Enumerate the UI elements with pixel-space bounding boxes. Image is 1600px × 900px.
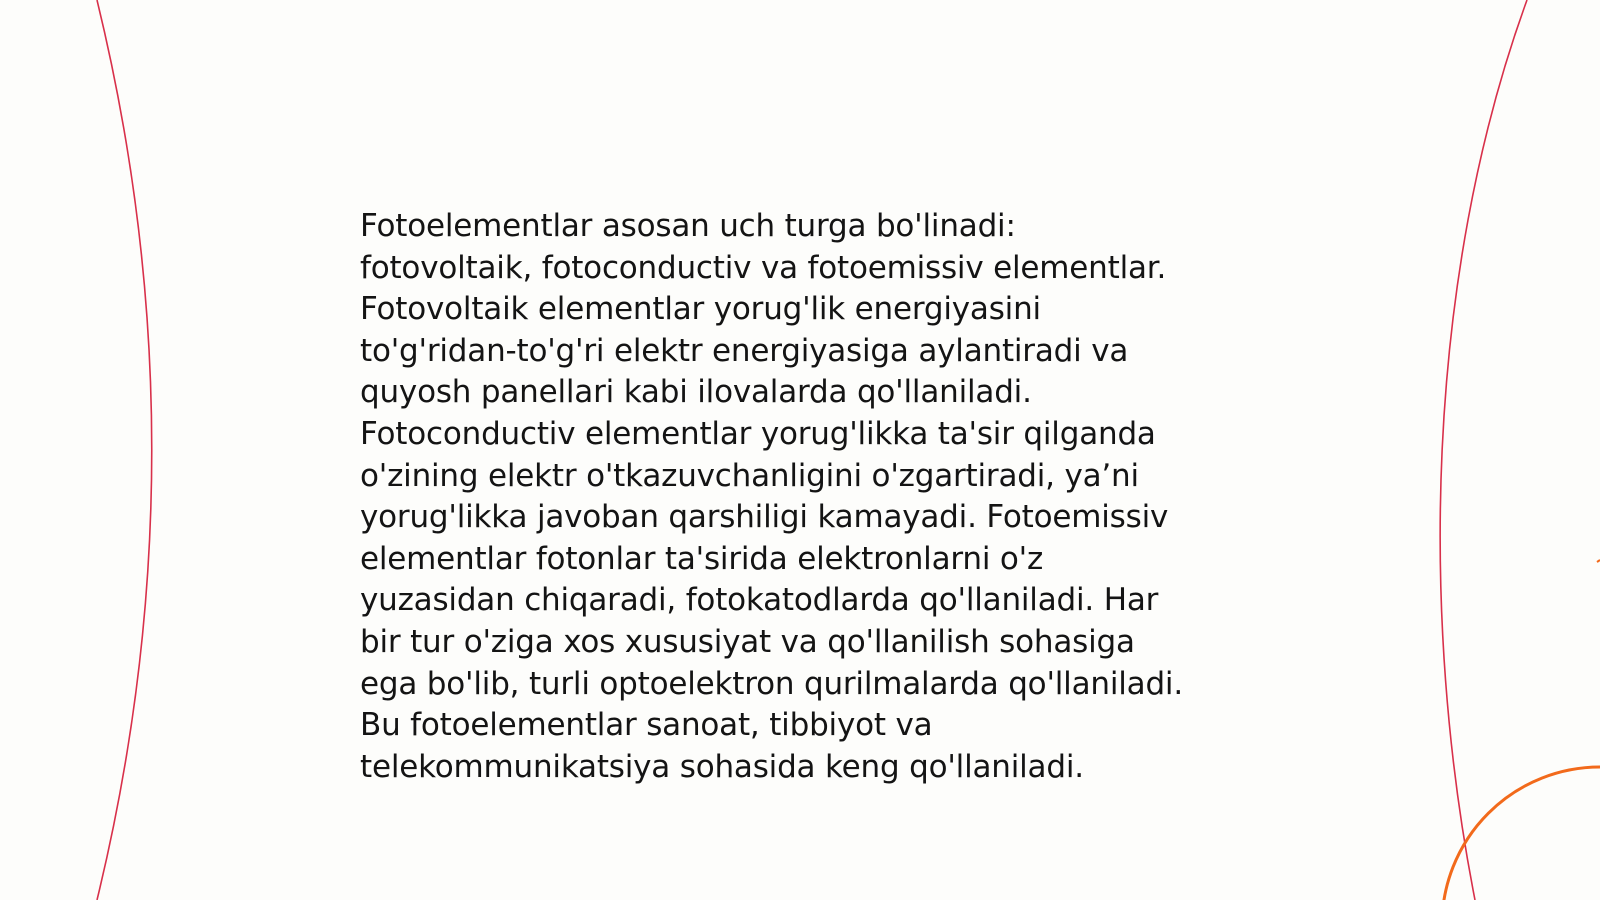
paragraph-line: quyosh panellari kabi ilovalarda qo'llaniladi. <box>360 374 1032 411</box>
paragraph-line: Fotoelementlar asosan uch turga bo'linadi: <box>360 208 1016 244</box>
paragraph-line: elementlar fotonlar ta'sirida elektronlarni o'z <box>360 540 1044 577</box>
paragraph-line: Fotoconductiv elementlar yorug'likka ta'sir qilganda <box>360 415 1156 452</box>
paragraph-line: Fotovoltaik elementlar yorug'lik energiyasini <box>360 291 1041 328</box>
left-arc-line <box>97 0 152 900</box>
right-arc-line <box>1440 0 1527 900</box>
body-paragraph <box>360 206 1260 788</box>
paragraph-line: telekommunikatsiya sohasida keng qo'llaniladi. <box>360 748 1084 785</box>
paragraph-line: to'g'ridan-to'g'ri elektr energiyasiga aylantiradi va <box>360 332 1129 369</box>
accent-circle <box>1442 767 1600 900</box>
paragraph-line: Bu fotoelementlar sanoat, tibbiyot va <box>360 707 933 744</box>
paragraph-line: ega bo'lib, turli optoelektron qurilmalarda qo'llaniladi. <box>360 665 1183 702</box>
paragraph-line: bir tur o'ziga xos xususiyat va qo'llanilish sohasiga <box>360 623 1135 660</box>
paragraph-line: yorug'likka javoban qarshiligi kamayadi. Fotoemissiv <box>360 499 1169 536</box>
paragraph-line: o'zining elektr o'tkazuvchanligini o'zgartiradi, ya’ni <box>360 457 1139 494</box>
paragraph-line: fotovoltaik, fotoconductiv va fotoemissiv elementlar. <box>360 249 1167 286</box>
paragraph-line: yuzasidan chiqaradi, fotokatodlarda qo'llaniladi. Har <box>360 582 1159 619</box>
